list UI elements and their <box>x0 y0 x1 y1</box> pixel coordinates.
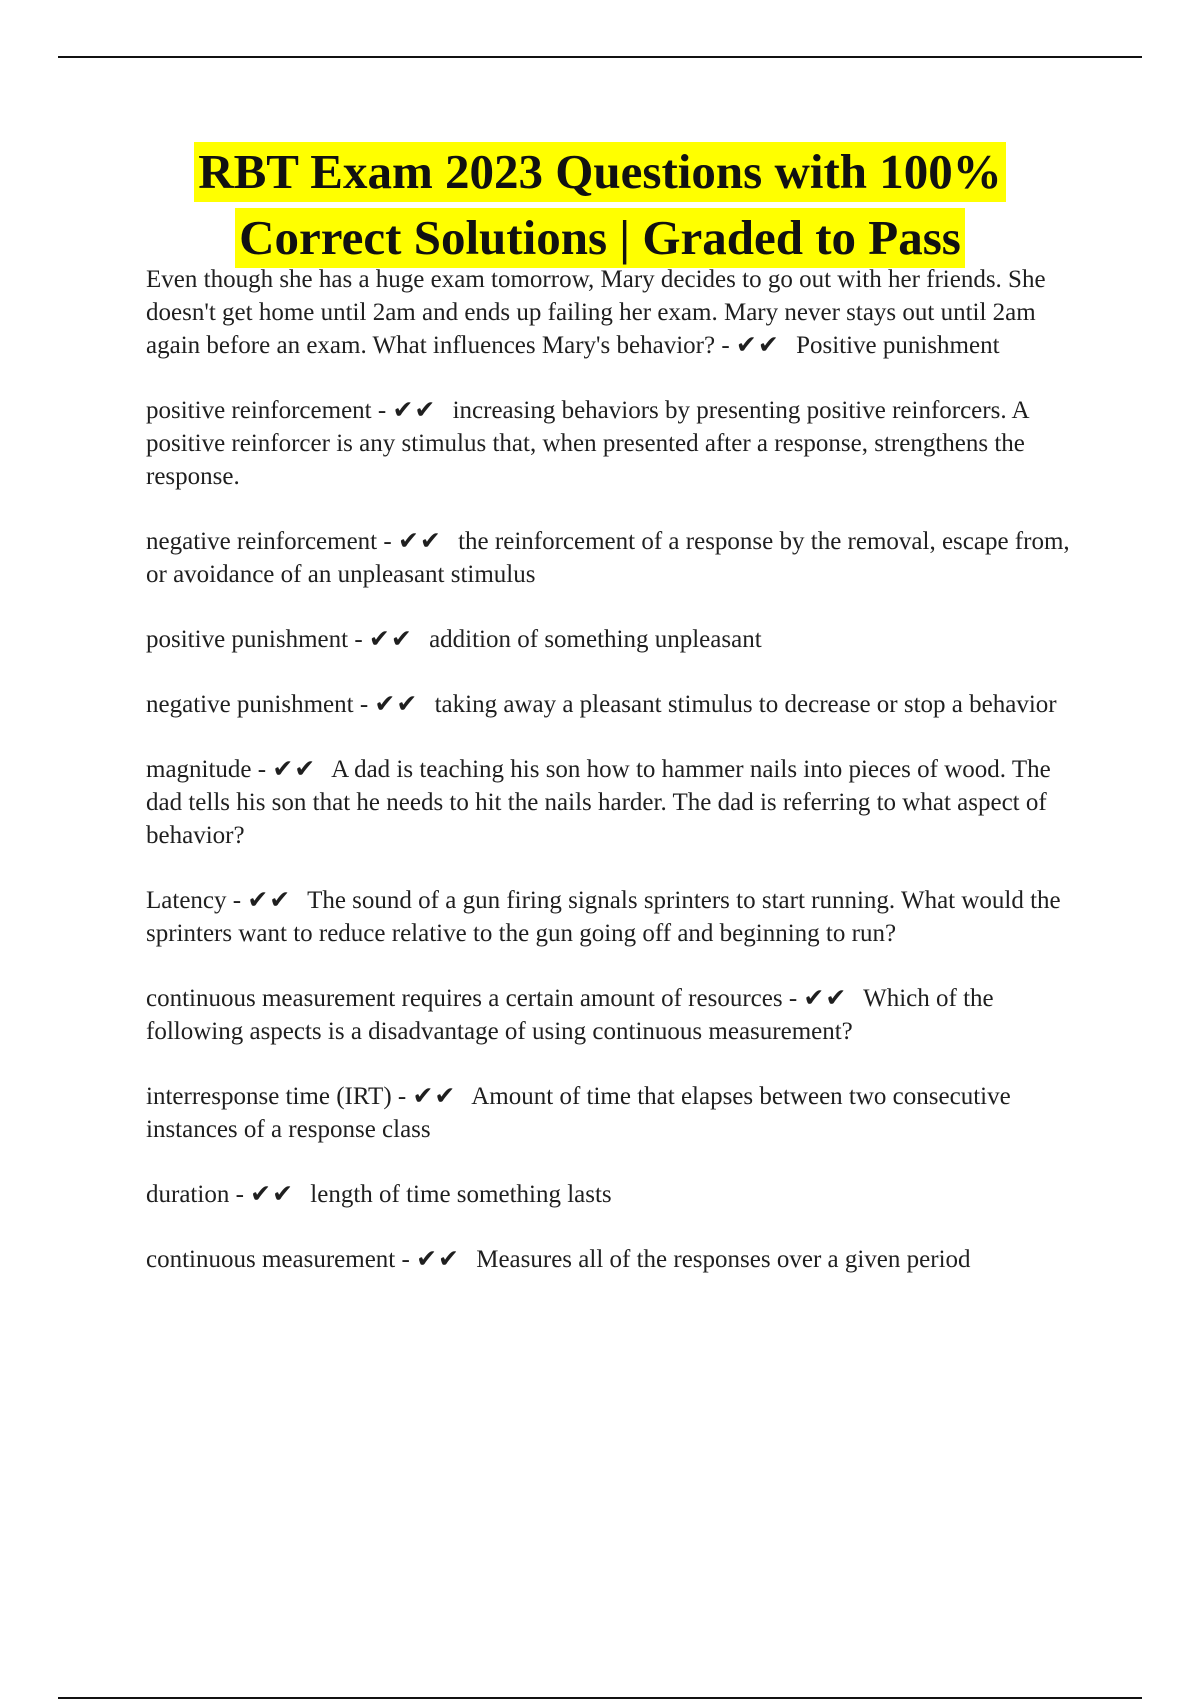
entry-term: positive reinforcement - <box>146 397 387 424</box>
qa-entry-6 <box>146 753 1086 852</box>
entry-definition: taking away a pleasant stimulus to decrease or stop a behavior <box>434 691 1057 718</box>
entry-definition: Amount of time that elapses between two consecutive instances of a response class <box>146 1083 1011 1143</box>
double-check-icon: ✔✔ <box>368 626 413 653</box>
entry-term: interresponse time (IRT) - <box>146 1083 407 1110</box>
entry-term: magnitude - <box>146 756 267 783</box>
entry-term: continuous measurement requires a certain amount of resources - <box>146 985 798 1012</box>
qa-entry-7 <box>146 884 1086 950</box>
double-check-icon: ✔✔ <box>803 985 848 1012</box>
entry-term: negative punishment - <box>146 691 369 718</box>
double-check-icon: ✔✔ <box>416 1246 460 1273</box>
entry-definition: Positive punishment <box>796 332 1000 359</box>
title-line-1: RBT Exam 2023 Questions with 100% <box>194 142 1006 202</box>
qa-entry-9 <box>146 1080 1086 1146</box>
entry-definition: The sound of a gun firing signals sprinters to start running. What would the sprinters want to reduce relative to the gun going off and beginning to run? <box>146 887 1061 947</box>
qa-entry-3 <box>146 525 1086 591</box>
qa-entry-5 <box>146 688 1086 721</box>
double-check-icon: ✔✔ <box>735 332 780 359</box>
entry-definition: addition of something unpleasant <box>429 626 762 653</box>
entry-term: Even though she has a huge exam tomorrow, Mary decides to go out with her friends. She doesn't get home until 2am and ends up failing her exam. Mary never stays out until 2am again before an exam. What influences Mary's behavior? - <box>146 266 1046 359</box>
entry-definition: the reinforcement of a response by the removal, escape from, or avoidance of an unpleasant stimulus <box>146 528 1070 588</box>
title-line-2: Correct Solutions | Graded to Pass <box>235 208 965 268</box>
entry-definition: Which of the following aspects is a disadvantage of using continuous measurement? <box>146 985 994 1045</box>
entry-term: positive punishment - <box>146 626 363 653</box>
top-rule <box>58 56 1142 58</box>
double-check-icon: ✔✔ <box>247 887 292 914</box>
entry-definition: Measures all of the responses over a given period <box>476 1246 971 1273</box>
double-check-icon: ✔✔ <box>250 1181 295 1208</box>
qa-entry-4 <box>146 623 1086 656</box>
double-check-icon: ✔✔ <box>374 691 419 718</box>
entry-term: continuous measurement - <box>146 1246 410 1273</box>
qa-entry-11 <box>146 1243 1086 1276</box>
double-check-icon: ✔✔ <box>272 756 317 783</box>
double-check-icon: ✔✔ <box>397 528 442 555</box>
entry-term: duration - <box>146 1181 244 1208</box>
entry-term: negative reinforcement - <box>146 528 392 555</box>
double-check-icon: ✔✔ <box>412 1083 457 1110</box>
qa-list <box>146 263 1086 1308</box>
qa-entry-1 <box>146 263 1086 362</box>
qa-entry-2 <box>146 394 1086 493</box>
qa-entry-8 <box>146 982 1086 1048</box>
entry-definition: A dad is teaching his son how to hammer nails into pieces of wood. The dad tells his son that he needs to hit the nails harder. The dad is referring to what aspect of behavior? <box>146 756 1051 849</box>
qa-entry-10 <box>146 1178 1086 1211</box>
double-check-icon: ✔✔ <box>392 397 437 424</box>
entry-definition: increasing behaviors by presenting positive reinforcers. A positive reinforcer is any stimulus that, when presented after a response, strengthens the response. <box>146 397 1029 490</box>
entry-term: Latency - <box>146 887 242 914</box>
entry-definition: length of time something lasts <box>310 1181 612 1208</box>
bottom-rule <box>58 1697 1142 1699</box>
document-title <box>0 142 1200 268</box>
